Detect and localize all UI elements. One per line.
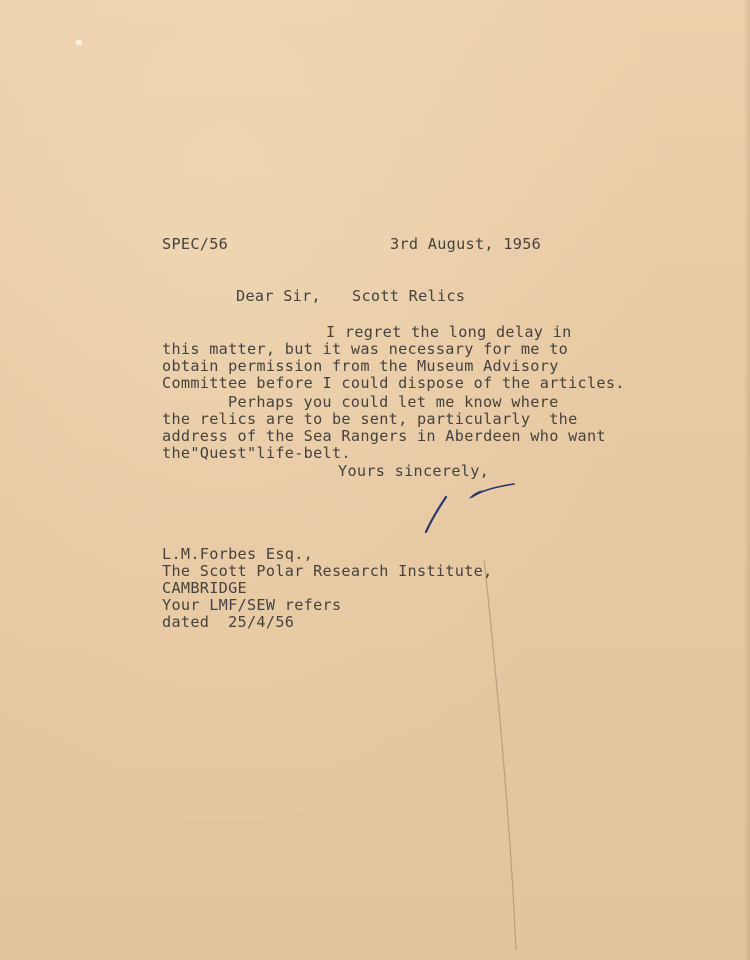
body-line: address of the Sea Rangers in Aberdeen who want	[162, 427, 606, 445]
recipient-line: Your LMF/SEW refers	[162, 596, 342, 614]
body-line: I regret the long delay in	[326, 323, 572, 341]
body-line: obtain permission from the Museum Advisory	[162, 357, 559, 375]
body-line: the"Quest"life-belt.	[162, 444, 351, 462]
recipient-line: CAMBRIDGE	[162, 579, 247, 597]
body-line: Committee before I could dispose of the articles.	[162, 374, 625, 392]
recipient-line: The Scott Polar Research Institute,	[162, 562, 493, 580]
body-line: the relics are to be sent, particularly the	[162, 410, 578, 428]
letter-date: 3rd August, 1956	[390, 235, 542, 253]
salutation: Dear Sir,	[236, 287, 321, 305]
body-line: this matter, but it was necessary for me to	[162, 340, 569, 358]
closing: Yours sincerely,	[338, 462, 490, 480]
recipient-line: dated 25/4/56	[162, 613, 295, 631]
recipient-line: L.M.Forbes Esq.,	[162, 545, 314, 563]
body-line: Perhaps you could let me know where	[228, 393, 559, 411]
reference-code: SPEC/56	[162, 235, 229, 253]
subject-line: Scott Relics	[352, 287, 466, 305]
